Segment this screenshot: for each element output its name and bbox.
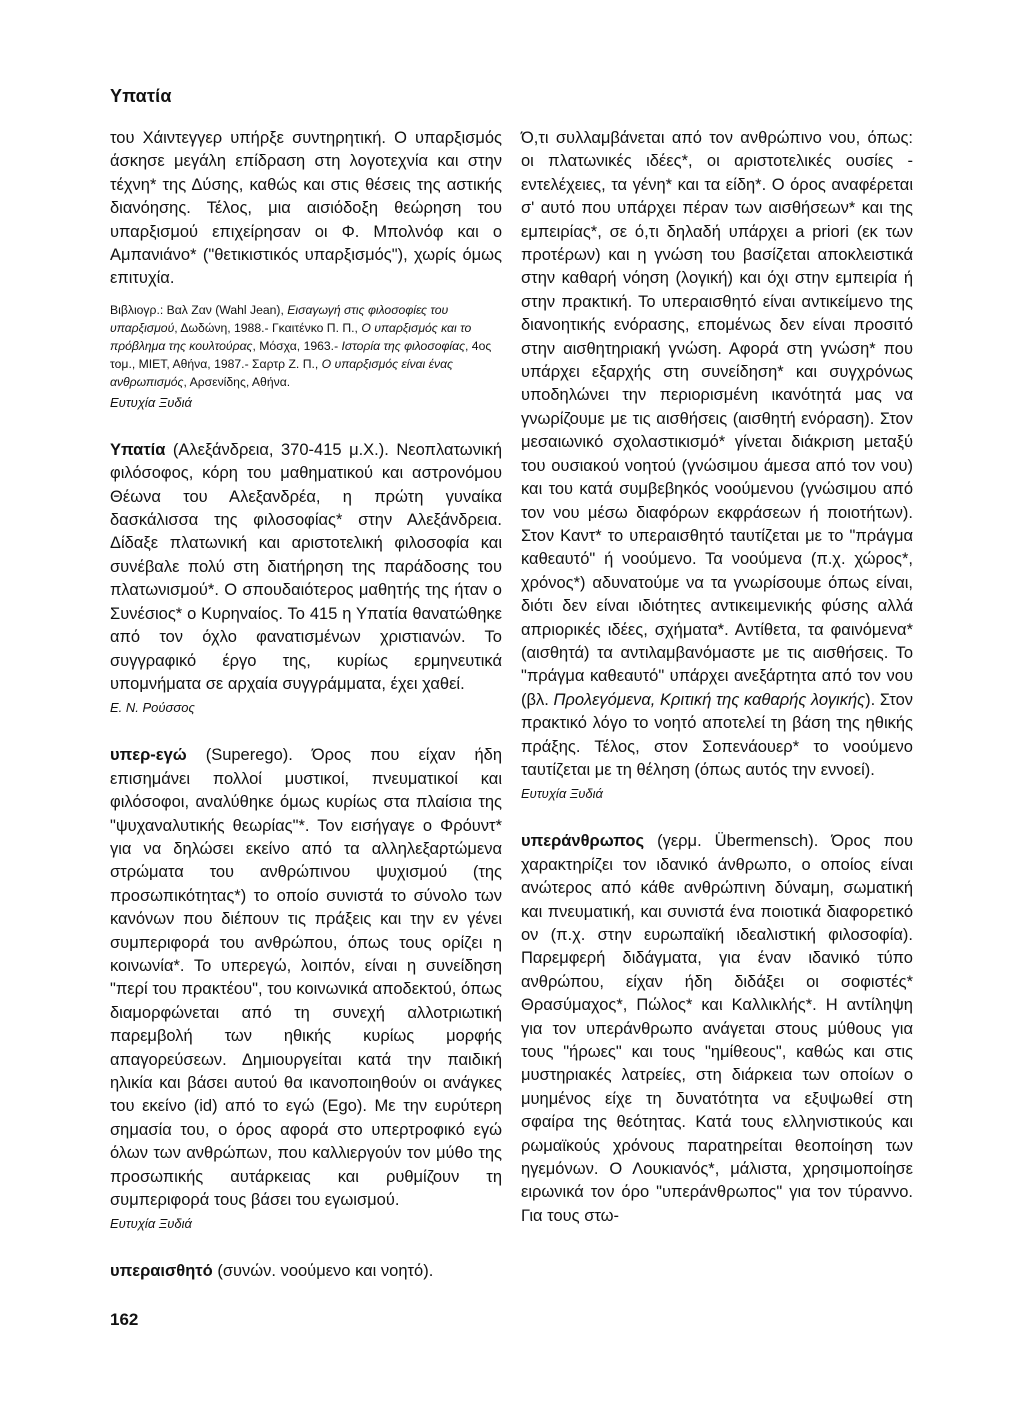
biblio-title: Ο υπαρξισμός είναι ένας ανθρωπισμός (110, 356, 453, 389)
entry-text: ). Στον πρακτικό λόγο το νοητό αποτελεί τη βάση της ηθικής πράξης. Τέλος, στον Σοπενάουερ* το νοούμενο ταυτίζεται με τη θέληση (όπως αυτός την εννοεί). (521, 690, 913, 779)
entry-headword: υπερ-εγώ (110, 746, 187, 765)
author-signature: Ε. Ν. Ρούσσος (110, 700, 195, 716)
entry-headword: υπεραισθητό (110, 1262, 213, 1281)
entry-hypatia (110, 439, 502, 696)
entry-text: (συνών. νοούμενο και νοητό). (212, 1262, 434, 1281)
bibliography (110, 301, 502, 391)
right-column (521, 127, 913, 1228)
biblio-title: Εισαγωγή στις φιλοσοφίες του υπαρξισμού (110, 302, 449, 335)
author-signature: Ευτυχία Ξυδιά (521, 786, 603, 802)
entry-uebermensch (521, 830, 913, 1228)
existentialism-continuation: του Χάιντεγγερ υπήρξε συντηρητική. Ο υπαρξισμός άσκησε μεγάλη επίδραση στη λογοτεχνία και στην τέχνη* της Δύσης, καθώς και στις θέσεις της αστικής διανόησης. Τέλος, μια αισιόδοξη θεώρηση του υπαρξισμού επιχείρησαν οι Φ. Μπολνόφ και ο Αμπανιάνο* ("θετικιστικός υπαρξισμός"), χωρίς όμως επιτυχία. (110, 129, 502, 288)
entry-text: Ό,τι συλλαμβάνεται από τον ανθρώπινο νου, όπως: οι πλατωνικές ιδέες*, οι αριστοτελικές ουσίες - εντελέχειες, τα γένη* και τα είδη*. Ο όρος αναφέρεται σ' αυτό που υπάρχει πέραν των αισθήσεων* και της εμπειρίας*, σε ό,τι δηλαδή υπάρχει a priori (εκ των προτέρων) και η γνώση του βασίζεται αποκλειστικά στην καθαρή νόηση (λογική) και όχι στην εμπειρία ή στην πρακτική. Το υπεραισθητό είναι αντικείμενο της διανοητικής ενόρασης, επομένως δεν είναι προσιτό στην αισθητηριακή γνώση. Αφορά στη γνώση* που υπάρχει εξαρχής στη συνείδηση* και συγχρόνως υποδηλώνει την περιορισμένη ικανότητά μας να γνωρίζουμε με τις αισθήσεις (αισθητή ενόραση). Στον μεσαιωνικό σχολαστικισμό* γίνεται διάκριση μεταξύ του ουσιακού νοητού (γνώσιμου άμεσα από τον νου) και του κατά συμβεβηκός νοούμενου (γνώσιμου από τον νου μέσω διαφόρων εκφράσεων ή ποιοτήτων). Στον Καντ* το υπεραισθητό ταυτίζεται με το "πράγμα καθεαυτό" ή νοούμενο. Τα νοούμενα (π.χ. χώρος*, χρόνος*) αδυνατούμε να τα γνωρίσουμε όπως είναι, διότι δεν είναι ιδιότητες αντικειμενικής φύσης αλλά απριορικές ιδέες, σχήματα*. Αντίθετα, τα φαινόμενα* (αισθητά) τα αντιλαμβανόμαστε με τις αισθήσεις. Το "πράγμα καθεαυτό" υπάρχει ανεξάρτητα από τον νου (βλ. (521, 129, 913, 709)
left-column (110, 127, 502, 1284)
entry-text: (Superego). Όρος που είχαν ήδη επισημάνει πολλοί μυστικοί, πνευματικοί και φιλόσοφοι, αναλύθηκε όμως κυρίως στα πλαίσια της "ψυχαναλυτικής θεωρίας"*. Τον εισήγαγε ο Φρόυντ* για να δηλώσει εκείνο από τα αλληλεξαρτώμενα στρώματα του ανθρώπινου ψυχισμού (της προσωπικότητας*) το οποίο συνιστά το σύνολο των κανόνων που διέπουν τις πράξεις και την εν γένει συμπεριφορά του ανθρώπου, όπως τους ορίζει η κοινωνία*. Το υπερεγώ, λοιπόν, είναι η συνείδηση "περί του πρακτέου", του κοινωνικά αποδεκτού, όπως διαμορφώνεται από τη συνεχή αλλοτριωτική παρεμβολή των ηθικής κυρίως μορφής απαγορεύσεων. Δημιουργείται κατά την παιδική ηλικία και βάσει αυτού θα ικανοποιηθούν οι ανάγκες του εκείνο (id) από το εγώ (Ego). Με την ευρύτερη σημασία του, ο όρος αφορά στο υπερτροφικό εγώ όλων των ανθρώπων, που καλλιεργούν τον μύθο της προσωπικής αυτάρκειας και ρυθμίζουν τη συμπεριφορά τους βάσει του εγωισμού. (110, 746, 502, 1210)
entry-headword: υπεράνθρωπος (521, 832, 645, 851)
biblio-part: Βιβλιογρ.: Βαλ Ζαν (Wahl Jean), (110, 302, 288, 317)
entry-text-italic: Προλεγόμενα, Κριτική της καθαρής λογικής (553, 690, 866, 709)
entry-superego (110, 744, 502, 1212)
biblio-title: Ιστορία της φιλοσοφίας (341, 338, 466, 353)
biblio-part: , Μόσχα, 1963.- (252, 338, 342, 353)
author-signature: Ευτυχία Ξυδιά (110, 1216, 192, 1232)
entry-text: (γερμ. Übermensch). Όρος που χαρακτηρίζει τον ιδανικό άνθρωπο, ο οποίος είναι ανώτερος από κάθε ανθρώπινη δύναμη, σωματική και πνευματική, και συνιστά ένα ποιοτικά διαφορετικό ον (π.χ. στην ευρωπαϊκή ιδεαλιστική φιλοσοφία). Παρεμφερή διδάγματα, για έναν ιδανικό τύπο ανθρώπου, είχαν ήδη διδάξει οι σοφιστές* Θρασύμαχος*, Πώλος* και Καλλικλής*. Η αντίληψη για τον υπεράνθρωπο ανάγεται στους μύθους για τους "ήρωες" και τους "ημίθεους", καθώς και στις μυστηριακές λατρείες, στη διάρκεια των οποίων ο μυημένος είχε τη δυνατότητα να εξυψωθεί στη σφαίρα της θεότητας. Κατά τους ελληνιστικούς και ρωμαϊκούς χρόνους παρατηρείται θεοποίηση των ηγεμόνων. Ο Λουκιανός*, μάλιστα, χρησιμοποίησε ειρωνικά τον όρο "υπεράνθρωπος" για τον τύραννο. Για τους στω- (521, 832, 913, 1225)
biblio-part: , Δωδώνη, 1988.- Γκαιτένκο Π. Π., (174, 320, 362, 335)
biblio-part: , 4ος τομ., ΜΙΕΤ, Αθήνα, 1987.- Σαρτρ Ζ. Π., (110, 338, 492, 371)
entry-hyperaistheto (110, 1260, 502, 1283)
biblio-part: , Αρσενίδης, Αθήνα. (183, 374, 291, 389)
running-head: Υπατία (110, 86, 172, 106)
entry-text: (Αλεξάνδρεια, 370-415 μ.Χ.). Νεοπλατωνική φιλόσοφος, κόρη του μαθηματικού και αστρονόμου Θέωνα του Αλεξανδρέα, η πρώτη γυναίκα δασκάλισσα της φιλοσοφίας* στην Αλεξάνδρεια. Δίδαξε πλατωνική και αριστοτελική φιλοσοφία και συνέβαλε πολύ στη διατήρηση της παράδοσης του πλατωνισμού*. Ο σπουδαιότερος μαθητής της ήταν ο Συνέσιος* ο Κυρηναίος. Το 415 η Υπατία θανατώθηκε από τον όχλο φανατισμένων χριστιανών. Το συγγραφικό έργο της, κυρίως ερμηνευτικά υπομνήματα σε αρχαία συγγράμματα, έχει χαθεί. (110, 440, 502, 693)
author-signature: Ευτυχία Ξυδιά (110, 394, 192, 410)
entry-headword: Υπατία (110, 440, 166, 459)
page-number: 162 (110, 1310, 139, 1329)
biblio-title: Ο υπαρξισμός και το πρόβλημα της κουλτούρας (110, 320, 472, 353)
entry-hyperaistheto-continuation (521, 127, 913, 782)
